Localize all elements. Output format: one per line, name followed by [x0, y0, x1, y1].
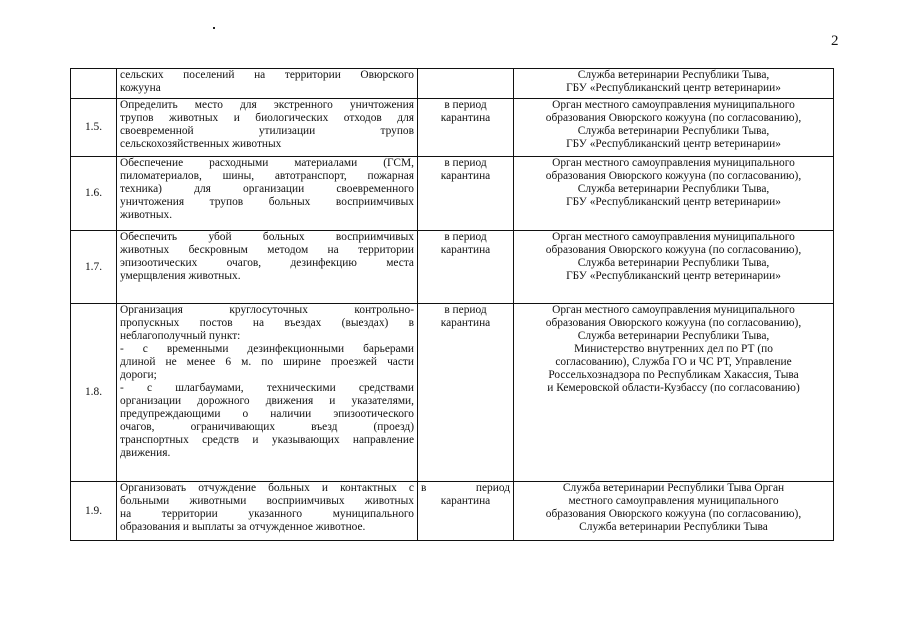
- responsible-line: согласованию), Служба ГО и ЧС РТ, Управление: [555, 356, 792, 368]
- description-line: движения.: [120, 447, 171, 459]
- measures-table: [70, 68, 834, 541]
- description-line: трупов животных и биологических отходов для: [120, 112, 414, 124]
- deadline-cell: [418, 482, 514, 541]
- description-line: сельскохозяйственных животных: [120, 138, 282, 150]
- description-line: своевременной утилизации трупов: [120, 125, 414, 137]
- measure-description-cell: [117, 99, 418, 157]
- deadline-line: в период: [444, 99, 487, 111]
- description-line: Организация круглосуточных контрольно-: [120, 304, 414, 316]
- responsible-cell: [514, 69, 834, 99]
- scan-dot: [213, 27, 215, 29]
- description-line: пропускных постов на въездах (выездах) в: [120, 317, 414, 329]
- responsible-line: образования Овюрского кожууна (по согласованию),: [545, 170, 802, 182]
- deadline-line: карантина: [440, 495, 491, 507]
- responsible-line: ГБУ «Республиканский центр ветеринарии»: [566, 138, 781, 150]
- responsible-line: ГБУ «Республиканский центр ветеринарии»: [566, 82, 781, 94]
- responsible-line: Россельхознадзора по Республикам Хакассия, Тыва: [548, 369, 799, 381]
- description-line: очагов, ограничивающих въезд (проезд): [120, 421, 414, 433]
- responsible-line: Орган местного самоуправления муниципального: [552, 231, 795, 243]
- deadline-line: в период: [421, 482, 510, 494]
- description-line: Организовать отчуждение больных и контактных с: [120, 482, 414, 494]
- description-line: эпизоотических очагов, дезинфекцию места: [120, 257, 414, 269]
- description-line: животных.: [120, 209, 173, 221]
- measure-description-cell: [117, 231, 418, 304]
- deadline-cell: [418, 231, 514, 304]
- responsible-cell: [514, 482, 834, 541]
- deadline-cell: [418, 69, 514, 99]
- description-line: Обеспечение расходными материалами (ГСМ,: [120, 157, 414, 169]
- responsible-cell: [514, 231, 834, 304]
- table-row: [71, 69, 834, 99]
- table-row: [71, 231, 834, 304]
- responsible-line: образования Овюрского кожууна (по согласованию),: [545, 112, 802, 124]
- page-number: 2: [831, 33, 839, 49]
- item-number-cell: [71, 69, 117, 99]
- responsible-cell: [514, 157, 834, 231]
- description-line: дороги;: [120, 369, 157, 381]
- responsible-line: и Кемеровской области-Кузбассу (по согласованию): [547, 382, 800, 394]
- description-line: техника) для организации своевременного: [120, 183, 414, 195]
- responsible-cell: [514, 304, 834, 482]
- measure-description-cell: [117, 304, 418, 482]
- responsible-line: Орган местного самоуправления муниципального: [552, 99, 795, 111]
- description-line: умерщвления животных.: [120, 270, 241, 282]
- table-row: [71, 157, 834, 231]
- deadline-line: в период: [444, 157, 487, 169]
- measures-table-body: [71, 69, 834, 541]
- deadline-line: в период: [444, 304, 487, 316]
- responsible-line: ГБУ «Республиканский центр ветеринарии»: [566, 270, 781, 282]
- table-row: [71, 304, 834, 482]
- responsible-line: Служба ветеринарии Республики Тыва,: [577, 257, 770, 269]
- responsible-line: Орган местного самоуправления муниципального: [552, 304, 795, 316]
- responsible-line: образования Овюрского кожууна (по согласованию),: [545, 244, 802, 256]
- table-row: [71, 482, 834, 541]
- measure-description-cell: [117, 157, 418, 231]
- item-number-cell: 1.9.: [71, 482, 117, 541]
- description-line: уничтожения трупов больных восприимчивых: [120, 196, 414, 208]
- deadline-line: карантина: [440, 112, 491, 124]
- description-line: неблагополучный пункт:: [120, 330, 241, 342]
- description-line: сельских поселений на территории Овюрского: [120, 69, 414, 81]
- item-number-cell: 1.6.: [71, 157, 117, 231]
- responsible-line: образования Овюрского кожууна (по согласованию),: [545, 317, 802, 329]
- measure-description-cell: [117, 69, 418, 99]
- description-line: - с шлагбаумами, техническими средствами: [120, 382, 414, 394]
- responsible-line: Служба ветеринарии Республики Тыва Орган: [562, 482, 785, 494]
- item-number-cell: 1.8.: [71, 304, 117, 482]
- responsible-line: ГБУ «Республиканский центр ветеринарии»: [566, 196, 781, 208]
- responsible-line: Служба ветеринарии Республики Тыва,: [577, 125, 770, 137]
- deadline-line: в период: [444, 231, 487, 243]
- description-line: длиной не менее 6 м. по ширине проезжей части: [120, 356, 414, 368]
- description-line: - с временными дезинфекционными барьерами: [120, 343, 414, 355]
- responsible-line: образования Овюрского кожууна (по согласованию),: [545, 508, 802, 520]
- deadline-line: карантина: [440, 244, 491, 256]
- item-number-cell: 1.7.: [71, 231, 117, 304]
- responsible-line: Служба ветеринарии Республики Тыва,: [577, 69, 770, 81]
- deadline-cell: [418, 157, 514, 231]
- deadline-line: карантина: [440, 317, 491, 329]
- measure-description-cell: [117, 482, 418, 541]
- deadline-line: карантина: [440, 170, 491, 182]
- item-number-cell: 1.5.: [71, 99, 117, 157]
- description-line: больными животными восприимчивых животных: [120, 495, 414, 507]
- description-line: Определить место для экстренного уничтожения: [120, 99, 414, 111]
- description-line: предупреждающими о наличии эпизоотического: [120, 408, 414, 420]
- responsible-line: Служба ветеринарии Республики Тыва: [579, 521, 768, 533]
- description-line: на территории указанного муниципального: [120, 508, 414, 520]
- responsible-line: Служба ветеринарии Республики Тыва,: [577, 183, 770, 195]
- responsible-line: местного самоуправления муниципального: [568, 495, 779, 507]
- description-line: образования и выплаты за отчужденное животное.: [120, 521, 366, 533]
- responsible-line: Служба ветеринарии Республики Тыва,: [577, 330, 770, 342]
- deadline-cell: [418, 99, 514, 157]
- deadline-cell: [418, 304, 514, 482]
- description-line: кожууна: [120, 82, 161, 94]
- description-line: пиломатериалов, шины, автотранспорт, пожарная: [120, 170, 414, 182]
- description-line: организации дорожного движения и указателями,: [120, 395, 414, 407]
- description-line: Обеспечить убой больных восприимчивых: [120, 231, 414, 243]
- description-line: транспортных средств и указывающих направление: [120, 434, 414, 446]
- responsible-line: Орган местного самоуправления муниципального: [552, 157, 795, 169]
- responsible-line: Министерство внутренних дел по РТ (по: [574, 343, 773, 355]
- responsible-cell: [514, 99, 834, 157]
- description-line: животных бескровным методом на территории: [120, 244, 414, 256]
- table-row: [71, 99, 834, 157]
